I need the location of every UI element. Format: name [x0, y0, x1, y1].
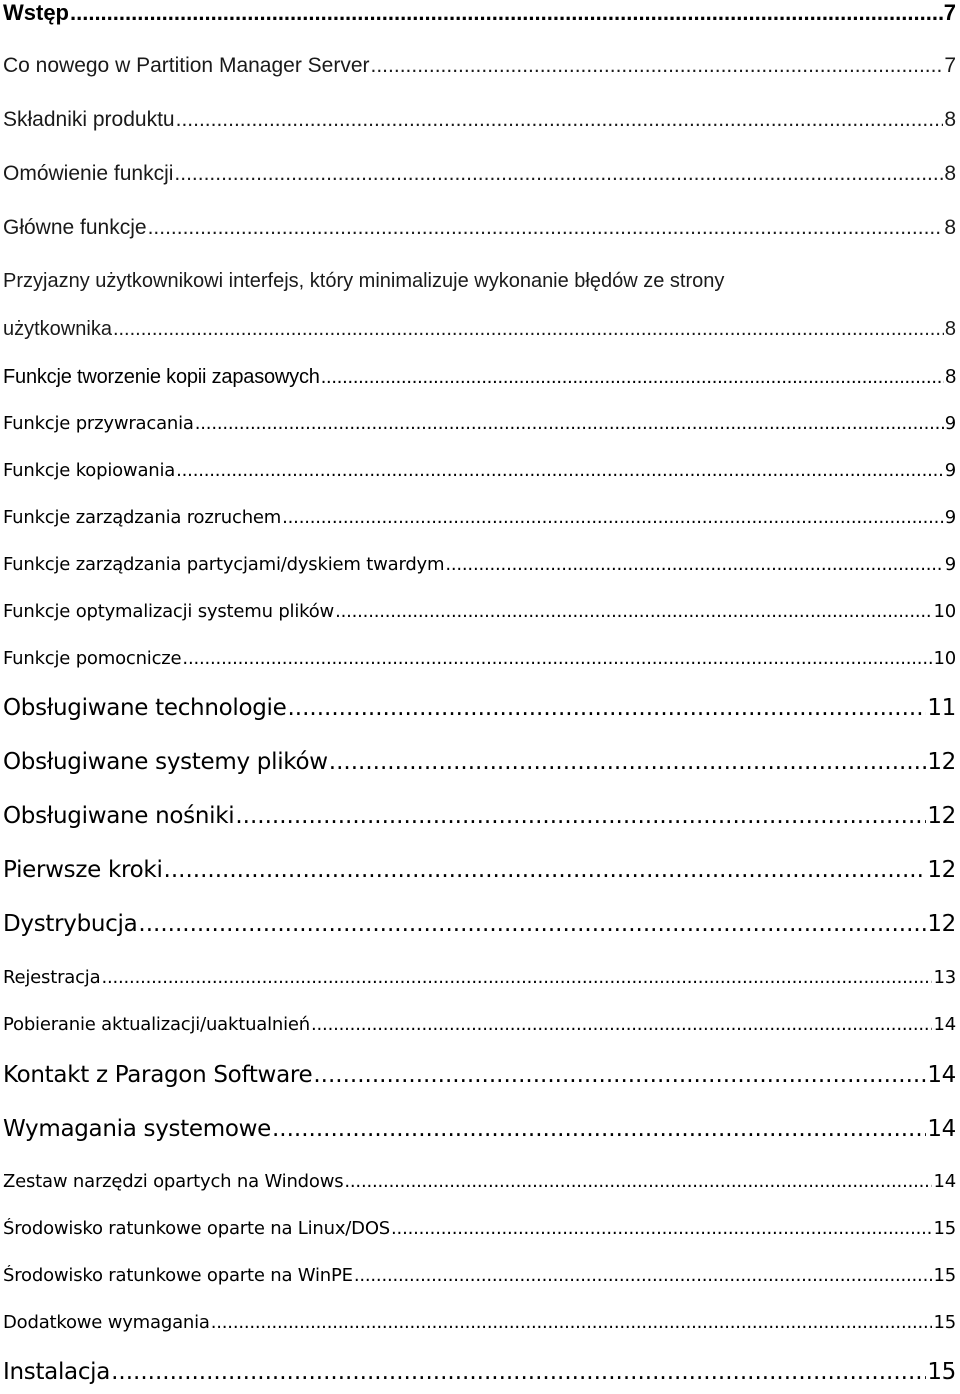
toc-entry-title-line1[interactable]: Przyjazny użytkownikowi interfejs, który minimalizuje wykonanie błędów ze strony	[3, 270, 725, 292]
toc-leader-dots	[138, 911, 926, 937]
toc-entry[interactable]	[3, 507, 956, 528]
toc-entry-title: użytkownika	[3, 318, 112, 340]
toc-entry-title: Obsługiwane nośniki	[3, 803, 235, 829]
toc-entry-title: Instalacja	[3, 1359, 111, 1385]
toc-entry[interactable]	[3, 1062, 956, 1088]
toc-leader-dots	[371, 54, 944, 78]
toc-entry-page: 15	[927, 1359, 956, 1385]
toc-entry[interactable]	[3, 1116, 956, 1142]
toc-entry[interactable]	[3, 803, 956, 829]
toc-entry[interactable]	[3, 1265, 956, 1286]
toc-entry-page: 9	[944, 507, 956, 528]
toc-entry-page: 11	[927, 695, 956, 721]
toc-entry[interactable]	[3, 1014, 956, 1035]
toc-leader-dots	[195, 413, 944, 434]
toc-entry[interactable]	[3, 749, 956, 775]
toc-entry-page: 8	[944, 216, 956, 239]
toc-leader-dots	[101, 967, 932, 988]
toc-leader-dots	[287, 695, 926, 721]
toc-leader-dots	[176, 460, 944, 481]
toc-entry-title: Składniki produktu	[3, 108, 175, 131]
toc-leader-dots	[148, 216, 944, 240]
toc-entry[interactable]	[3, 1218, 956, 1239]
toc-leader-dots	[176, 108, 944, 132]
toc-leader-dots	[113, 318, 944, 341]
toc-leader-dots	[211, 1312, 933, 1333]
toc-entry-title: Funkcje optymalizacji systemu plików	[3, 601, 335, 622]
toc-leader-dots	[311, 1014, 932, 1035]
toc-entry[interactable]	[3, 1171, 956, 1192]
toc-entry-page: 15	[933, 1218, 956, 1239]
toc-entry-title: Funkcje zarządzania rozruchem	[3, 507, 282, 528]
toc-entry-title: Środowisko ratunkowe oparte na WinPE	[3, 1265, 353, 1286]
toc-entry-title: Omówienie funkcji	[3, 162, 174, 185]
toc-entry-title: Kontakt z Paragon Software	[3, 1062, 313, 1088]
toc-entry[interactable]	[3, 318, 956, 341]
toc-leader-dots	[335, 601, 932, 622]
toc-entry-page: 8	[944, 108, 956, 131]
toc-entry-title: Główne funkcje	[3, 216, 147, 239]
toc-entry[interactable]	[3, 1312, 956, 1333]
toc-leader-dots	[70, 0, 943, 26]
toc-entry-page: 7	[943, 0, 956, 25]
toc-entry[interactable]	[3, 0, 956, 26]
toc-entry[interactable]	[3, 460, 956, 481]
toc-leader-dots	[391, 1218, 932, 1239]
toc-entry[interactable]	[3, 695, 956, 721]
toc-entry-page: 10	[933, 648, 956, 669]
toc-entry[interactable]	[3, 216, 956, 240]
toc-entry-page: 10	[933, 601, 956, 622]
toc-entry[interactable]	[3, 648, 956, 669]
toc-entry-title: Wstęp	[3, 0, 69, 25]
toc-entry-title: Co nowego w Partition Manager Server	[3, 54, 370, 77]
toc-entry-title: Funkcje przywracania	[3, 413, 194, 434]
toc-entry-title: Dodatkowe wymagania	[3, 1312, 210, 1333]
toc-entry-page: 9	[944, 413, 956, 434]
toc-entry-title: Pobieranie aktualizacji/uaktualnień	[3, 1014, 311, 1035]
toc-entry[interactable]	[3, 601, 956, 622]
toc-leader-dots	[111, 1359, 926, 1385]
toc-entry-title: Pierwsze kroki	[3, 857, 163, 883]
toc-entry-page: 8	[944, 318, 956, 340]
toc-entry-title: Funkcje zarządzania partycjami/dyskiem twardym	[3, 554, 445, 575]
toc-entry-page: 8	[944, 162, 956, 185]
toc-entry-page: 12	[927, 911, 956, 937]
toc-leader-dots	[282, 507, 944, 528]
toc-leader-dots	[235, 803, 926, 829]
toc-entry[interactable]	[3, 554, 956, 575]
toc-leader-dots	[182, 648, 932, 669]
toc-entry-page: 15	[933, 1265, 956, 1286]
toc-leader-dots	[445, 554, 943, 575]
toc-leader-dots	[313, 1062, 926, 1088]
toc-entry-page: 7	[944, 54, 956, 77]
toc-leader-dots	[354, 1265, 933, 1286]
toc-entry-page: 12	[927, 749, 956, 775]
toc-entry-title: Zestaw narzędzi opartych na Windows	[3, 1171, 344, 1192]
toc-entry[interactable]	[3, 366, 956, 389]
toc-leader-dots	[344, 1171, 932, 1192]
toc-entry-page: 9	[944, 554, 956, 575]
toc-entry[interactable]	[3, 413, 956, 434]
toc-entry-title: Obsługiwane technologie	[3, 695, 287, 721]
toc-entry[interactable]	[3, 967, 956, 988]
toc-entry[interactable]	[3, 162, 956, 186]
toc-entry[interactable]	[3, 108, 956, 132]
toc-entry-page: 13	[933, 967, 956, 988]
toc-entry-title: Obsługiwane systemy plików	[3, 749, 328, 775]
toc-entry[interactable]	[3, 857, 956, 883]
toc-entry-page: 15	[933, 1312, 956, 1333]
toc-entry-page: 12	[927, 803, 956, 829]
toc-entry[interactable]	[3, 1359, 956, 1385]
toc-entry-title: Funkcje pomocnicze	[3, 648, 182, 669]
toc-entry-title: Funkcje tworzenie kopii zapasowych	[3, 366, 320, 388]
toc-entry-page: 14	[933, 1014, 956, 1035]
toc-entry-page: 14	[933, 1171, 956, 1192]
toc-entry-title: Rejestracja	[3, 967, 101, 988]
toc-leader-dots	[321, 366, 944, 389]
toc-entry[interactable]	[3, 54, 956, 78]
toc-leader-dots	[329, 749, 927, 775]
toc-entry-page: 14	[927, 1062, 956, 1088]
toc-entry-page: 14	[927, 1116, 956, 1142]
toc-entry-title: Dystrybucja	[3, 911, 138, 937]
toc-entry-page: 9	[944, 460, 956, 481]
toc-entry[interactable]	[3, 911, 956, 937]
toc-leader-dots	[174, 162, 943, 186]
toc-entry-page: 8	[945, 366, 956, 388]
toc-leader-dots	[272, 1116, 926, 1142]
toc-entry-title: Wymagania systemowe	[3, 1116, 271, 1142]
toc-leader-dots	[164, 857, 927, 883]
toc-entry-title: Środowisko ratunkowe oparte na Linux/DOS	[3, 1218, 391, 1239]
toc-entry-page: 12	[927, 857, 956, 883]
toc-entry-title: Funkcje kopiowania	[3, 460, 176, 481]
